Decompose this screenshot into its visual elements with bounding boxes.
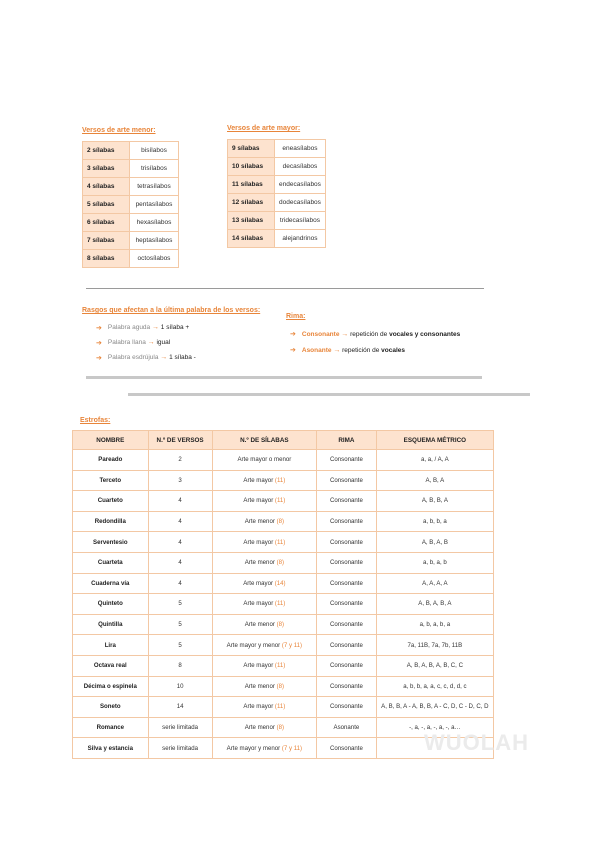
rhyme-type: Consonante [317, 532, 377, 553]
verse-count: 4 [148, 491, 212, 512]
syllable-count: 13 sílabas [228, 212, 275, 230]
syllable-number: (11) [274, 703, 286, 711]
syllable-info [212, 655, 316, 676]
rima-desc-bold: vocales [381, 346, 406, 354]
metric-scheme: a, a, / A, A [376, 450, 493, 471]
syllable-count: 12 sílabas [228, 194, 275, 212]
verse-type: heptasílabos [130, 232, 179, 250]
column-header: RIMA [317, 431, 377, 450]
column-header: ESQUEMA MÉTRICO [376, 431, 493, 450]
syllable-info [212, 532, 316, 553]
mayor-row [228, 230, 326, 248]
syllable-art: Arte mayor o menor [237, 456, 292, 464]
syllable-count: 10 sílabas [228, 158, 275, 176]
arrow-icon: ➔ [96, 324, 102, 332]
syllable-number: (11) [274, 600, 286, 608]
menor-row [83, 214, 179, 232]
verse-type: eneasílabos [275, 140, 326, 158]
syllable-art: Arte menor [244, 682, 277, 690]
menor-row [83, 196, 179, 214]
verse-type: octosílabos [130, 250, 179, 268]
stanza-name: Cuaderna vía [73, 573, 149, 594]
syllable-count: 9 sílabas [228, 140, 275, 158]
verse-type: bisílabos [130, 142, 179, 160]
syllable-info [212, 676, 316, 697]
syllable-number: (8) [276, 559, 285, 567]
syllable-number: (7 y 11) [281, 641, 303, 649]
rasgo-item [96, 335, 196, 350]
verse-type: endecasílabos [275, 176, 326, 194]
verse-count: 4 [148, 511, 212, 532]
stanza-name: Lira [73, 635, 149, 656]
stanza-name: Quintilla [73, 614, 149, 635]
syllable-number: (14) [274, 579, 286, 587]
syllable-info [212, 573, 316, 594]
arrow-icon: ➔ [96, 354, 102, 362]
arrow-icon: → [333, 346, 341, 354]
rhyme-type: Consonante [317, 697, 377, 718]
syllable-rule: 1 sílaba + [160, 324, 190, 331]
verse-type: alejandrinos [275, 230, 326, 248]
syllable-art: Arte mayor [243, 579, 275, 587]
syllable-art: Arte mayor [243, 662, 275, 670]
arrow-icon: → [151, 324, 159, 331]
stanza-name: Pareado [73, 450, 149, 471]
metric-scheme: A, B, B, A - A, B, B, A - C, D, C - D, C, D [376, 697, 493, 718]
verse-type: decasílabos [275, 158, 326, 176]
rasgo-item [96, 350, 196, 365]
menor-heading: Versos de arte menor: [82, 127, 156, 134]
rhyme-type: Consonante [317, 738, 377, 759]
rasgos-list [96, 320, 196, 365]
syllable-number: (7 y 11) [281, 744, 303, 752]
syllable-number: (8) [276, 621, 285, 629]
syllable-art: Arte menor [244, 621, 277, 629]
menor-row [83, 142, 179, 160]
verse-count: 5 [148, 635, 212, 656]
metric-scheme: A, B, A, B [376, 532, 493, 553]
mayor-row [228, 176, 326, 194]
table-row [73, 511, 494, 532]
arrow-icon: ➔ [290, 347, 296, 354]
menor-row [83, 250, 179, 268]
rima-item [290, 326, 460, 342]
verse-count: 8 [148, 655, 212, 676]
syllable-number: (11) [274, 538, 286, 546]
stanza-name: Cuarteta [73, 552, 149, 573]
arrow-icon: ➔ [290, 331, 296, 338]
rima-desc-bold: vocales y consonantes [389, 330, 461, 338]
metric-scheme: A, B, B, A [376, 491, 493, 512]
mayor-row [228, 140, 326, 158]
menor-table [82, 141, 179, 268]
metric-scheme: A, B, A, B, A, B, C, C [376, 655, 493, 676]
rasgo-text [108, 324, 189, 331]
rima-type: Asonante [301, 346, 332, 354]
stanza-name: Terceto [73, 470, 149, 491]
syllable-count: 4 sílabas [83, 178, 130, 196]
syllable-count: 6 sílabas [83, 214, 130, 232]
stanza-name: Romance [73, 717, 149, 738]
syllable-art: Arte mayor [243, 476, 275, 484]
syllable-rule: igual [156, 339, 171, 346]
verse-count: 2 [148, 450, 212, 471]
syllable-art: Arte menor [244, 559, 277, 567]
menor-row [83, 160, 179, 178]
table-row [73, 552, 494, 573]
mayor-row [228, 212, 326, 230]
mayor-row [228, 158, 326, 176]
table-row [73, 450, 494, 471]
estrofas-table [72, 430, 494, 759]
column-header: NOMBRE [73, 431, 149, 450]
syllable-count: 3 sílabas [83, 160, 130, 178]
rima-text [302, 331, 460, 338]
metric-scheme: -, a, -, a, -, a, -, a… [376, 717, 493, 738]
estrofas-heading: Estrofas: [80, 417, 111, 424]
rima-desc: repetición de [350, 330, 390, 338]
syllable-art: Arte menor [244, 518, 277, 526]
syllable-art: Arte menor [244, 724, 277, 732]
stanza-name: Redondilla [73, 511, 149, 532]
rhyme-type: Consonante [317, 470, 377, 491]
stanza-name: Silva y estancia [73, 738, 149, 759]
syllable-info [212, 450, 316, 471]
rhyme-type: Consonante [317, 676, 377, 697]
stanza-name: Cuarteto [73, 491, 149, 512]
rasgo-text [108, 354, 196, 361]
divider-3 [128, 393, 530, 396]
divider-2 [86, 376, 482, 379]
syllable-count: 11 sílabas [228, 176, 275, 194]
syllable-count: 8 sílabas [83, 250, 130, 268]
rhyme-type: Consonante [317, 491, 377, 512]
verse-type: hexasílabos [130, 214, 179, 232]
rhyme-type: Consonante [317, 511, 377, 532]
syllable-art: Arte mayor [243, 497, 275, 505]
verse-type: tetrasílabos [130, 178, 179, 196]
stanza-name: Quinteto [73, 594, 149, 615]
mayor-heading: Versos de arte mayor: [227, 125, 301, 132]
column-header: N.º DE VERSOS [148, 431, 212, 450]
verse-type: tridecasílabos [275, 212, 326, 230]
rhyme-type: Consonante [317, 614, 377, 635]
verse-count: 4 [148, 532, 212, 553]
syllable-art: Arte mayor y menor [226, 641, 282, 649]
table-row [73, 594, 494, 615]
verse-type: pentasílabos [130, 196, 179, 214]
verse-count: serie limitada [148, 738, 212, 759]
rima-heading: Rima: [286, 313, 306, 320]
table-row [73, 470, 494, 491]
verse-count: 4 [148, 573, 212, 594]
column-header: N.º DE SÍLABAS [212, 431, 316, 450]
verse-type: dodecasílabos [275, 194, 326, 212]
syllable-count: 14 sílabas [228, 230, 275, 248]
arrow-icon: ➔ [96, 339, 102, 347]
rhyme-type: Consonante [317, 635, 377, 656]
watermark-logo: WUOLAH [424, 730, 529, 755]
rima-type: Consonante [301, 330, 340, 338]
syllable-art: Arte mayor [243, 538, 275, 546]
word-type: Palabra esdrújula [107, 354, 159, 361]
syllable-number: (8) [276, 682, 285, 690]
syllable-count: 5 sílabas [83, 196, 130, 214]
syllable-info [212, 594, 316, 615]
menor-row [83, 178, 179, 196]
stanza-name: Octava real [73, 655, 149, 676]
rhyme-type: Consonante [317, 594, 377, 615]
syllable-number: (11) [274, 662, 286, 670]
metric-scheme: a, b, b, a [376, 511, 493, 532]
rhyme-type: Consonante [317, 655, 377, 676]
metric-scheme: A, A, A, A [376, 573, 493, 594]
rima-text [302, 347, 405, 354]
word-type: Palabra llana [107, 339, 146, 346]
table-row [73, 676, 494, 697]
verse-count: 5 [148, 614, 212, 635]
arrow-icon: → [147, 339, 155, 346]
rima-list [290, 326, 460, 358]
rasgo-text [108, 339, 170, 346]
menor-row [83, 232, 179, 250]
mayor-table [227, 139, 326, 248]
syllable-info [212, 511, 316, 532]
rhyme-type: Consonante [317, 552, 377, 573]
metric-scheme: a, b, b, a, a, c, c, d, d, c [376, 676, 493, 697]
rasgo-item [96, 320, 196, 335]
syllable-number: (8) [276, 724, 285, 732]
table-row [73, 614, 494, 635]
table-row [73, 635, 494, 656]
divider-1 [86, 288, 484, 289]
syllable-info [212, 491, 316, 512]
rima-desc: repetición de [342, 346, 382, 354]
syllable-info [212, 635, 316, 656]
syllable-number: (11) [274, 476, 286, 484]
stanza-name: Décima o espinela [73, 676, 149, 697]
syllable-number: (8) [276, 518, 285, 526]
rhyme-type: Consonante [317, 573, 377, 594]
arrow-icon: → [341, 330, 349, 338]
verse-count: 4 [148, 552, 212, 573]
syllable-art: Arte mayor [243, 600, 275, 608]
rhyme-type: Consonante [317, 450, 377, 471]
syllable-rule: 1 sílaba - [169, 354, 196, 361]
syllable-count: 7 sílabas [83, 232, 130, 250]
table-row [73, 573, 494, 594]
metric-scheme: A, B, A, B, A [376, 594, 493, 615]
verse-count: 5 [148, 594, 212, 615]
estrofas-header-row [73, 431, 494, 450]
word-type: Palabra aguda [107, 324, 151, 331]
table-row [73, 697, 494, 718]
table-row [73, 532, 494, 553]
syllable-number: (11) [274, 497, 286, 505]
syllable-info [212, 697, 316, 718]
mayor-row [228, 194, 326, 212]
metric-scheme: a, b, a, b [376, 552, 493, 573]
syllable-art: Arte mayor [243, 703, 275, 711]
syllable-info [212, 717, 316, 738]
syllable-count: 2 sílabas [83, 142, 130, 160]
verse-count: 10 [148, 676, 212, 697]
table-row [73, 655, 494, 676]
verse-type: trisílabos [130, 160, 179, 178]
syllable-info [212, 738, 316, 759]
rasgos-heading: Rasgos que afectan a la última palabra de los versos: [82, 307, 261, 314]
table-row [73, 491, 494, 512]
stanza-name: Serventesio [73, 532, 149, 553]
stanza-name: Soneto [73, 697, 149, 718]
syllable-info [212, 552, 316, 573]
verse-count: 14 [148, 697, 212, 718]
arrow-icon: → [160, 354, 168, 361]
metric-scheme: A, B, A [376, 470, 493, 491]
syllable-art: Arte mayor y menor [226, 744, 282, 752]
metric-scheme: 7a, 11B, 7a, 7b, 11B [376, 635, 493, 656]
syllable-info [212, 470, 316, 491]
syllable-info [212, 614, 316, 635]
verse-count: serie limitada [148, 717, 212, 738]
rhyme-type: Asonante [317, 717, 377, 738]
verse-count: 3 [148, 470, 212, 491]
rima-item [290, 342, 460, 358]
metric-scheme: a, b, a, b, a [376, 614, 493, 635]
